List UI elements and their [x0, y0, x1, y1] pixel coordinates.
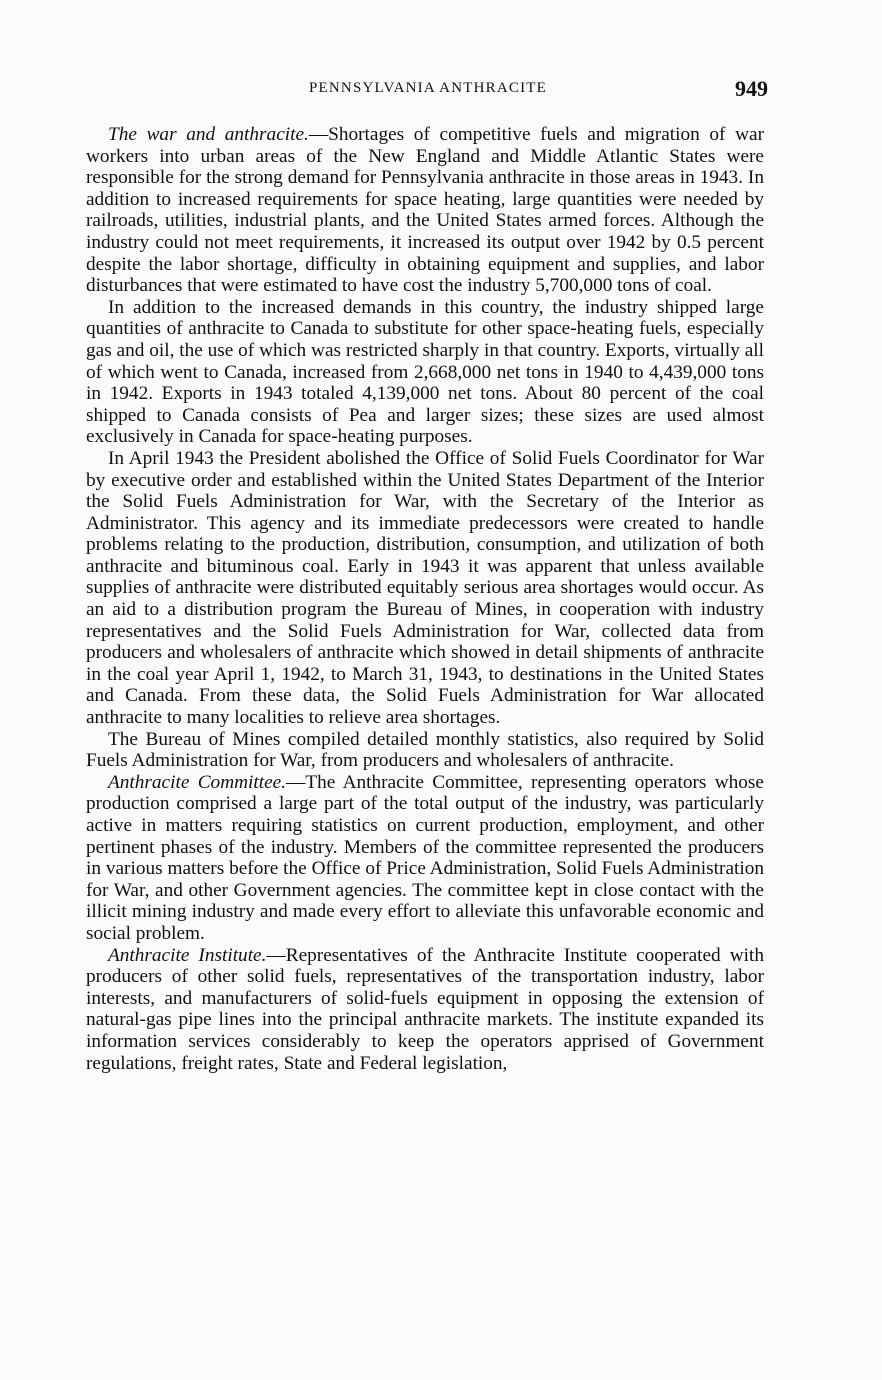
running-head: PENNSYLVANIA ANTHRACITE: [308, 80, 548, 96]
paragraph-monthly-statistics: [86, 729, 764, 772]
paragraph-text: —The Anthracite Committee, representing operators whose production comprised a large part of the total output of the industry, was particularly active in matters requiring statistics on current production, employment, and other pertinent phases of the industry. Members of the committee represented the producers in various matters before the Office of Price Administration, Solid Fuels Administration for War, and other Government agencies. The committee kept in close contact with the illicit mining industry and made every effort to alleviate this unfavorable economic and social problem.: [86, 771, 764, 944]
paragraph-heading: The war and anthracite.: [108, 124, 309, 145]
page-number: 949: [735, 76, 768, 101]
paragraph-exports-to-canada: [86, 297, 764, 448]
paragraph-text: In addition to the increased demands in this country, the industry shipped large quantities of anthracite to Canada to substitute for other space-heating fuels, especially gas and oil, the use of which was restricted sharply in that country. Exports, virtually all of which went to Canada, increased from 2,668,000 net tons in 1940 to 4,439,000 tons in 1942. Exports in 1943 totaled 4,139,000 net tons. About 80 percent of the coal shipped to Canada consists of Pea and larger sizes; these sizes are used almost exclusively in Canada for space-heating purposes.: [86, 296, 764, 448]
paragraph-heading: Anthracite Institute.: [108, 944, 267, 966]
paragraph-text: In April 1943 the President abolished the Office of Solid Fuels Coordinator for War by executive order and established within the United States Department of the Interior the Solid Fuels Administration for War, with the Secretary of the Interior as Administrator. This agency and its immediate predecessors were created to handle problems relating to the production, distribution, consumption, and utilization of both anthracite and bituminous coal. Early in 1943 it was apparent that unless available supplies of anthracite were distributed equitably serious area shortages would occur. As an aid to a distribution program the Bureau of Mines, in cooperation with industry representatives and the Solid Fuels Administration for War, collected data from producers and wholesalers of anthracite which showed in detail shipments of anthracite in the coal year April 1, 1942, to March 31, 1943, to destinations in the United States and Canada. From these data, the Solid Fuels Administration for War allocated anthracite to many localities to relieve area shortages.: [86, 447, 764, 729]
page-header: [88, 76, 768, 102]
paragraph-text: The Bureau of Mines compiled detailed monthly statistics, also required by Solid Fuels Administration for War, from producers and wholesalers of anthracite.: [86, 728, 764, 772]
paragraph-text: —Shortages of competitive fuels and migration of war workers into urban areas of the New England and Middle Atlantic States were responsible for the strong demand for Pennsylvania anthracite in those areas in 1943. In addition to increased requirements for space heating, large quantities were needed by railroads, utilities, industrial plants, and the United States armed forces. Although the industry could not meet requirements, it increased its output over 1942 by 0.5 percent despite the labor shortage, difficulty in obtaining equipment and supplies, and labor disturbances that were estimated to have cost the industry 5,700,000 tons of coal.: [86, 124, 764, 297]
body-text: [86, 124, 764, 1074]
paragraph-solid-fuels-administration: [86, 448, 764, 729]
paragraph-text: —Representatives of the Anthracite Institute cooperated with producers of other solid fuels, representatives of the transportation industry, labor interests, and manufacturers of solid-fuels equipment in opposing the extension of natural-gas pipe lines into the principal anthracite markets. The institute expanded its information services considerably to keep the operators apprised of Government regulations, freight rates, State and Federal legislation,: [86, 944, 764, 1074]
paragraph-anthracite-institute: [86, 945, 764, 1075]
paragraph-war-and-anthracite: [86, 124, 764, 297]
paragraph-anthracite-committee: [86, 772, 764, 945]
paragraph-heading: Anthracite Committee.: [108, 771, 287, 793]
